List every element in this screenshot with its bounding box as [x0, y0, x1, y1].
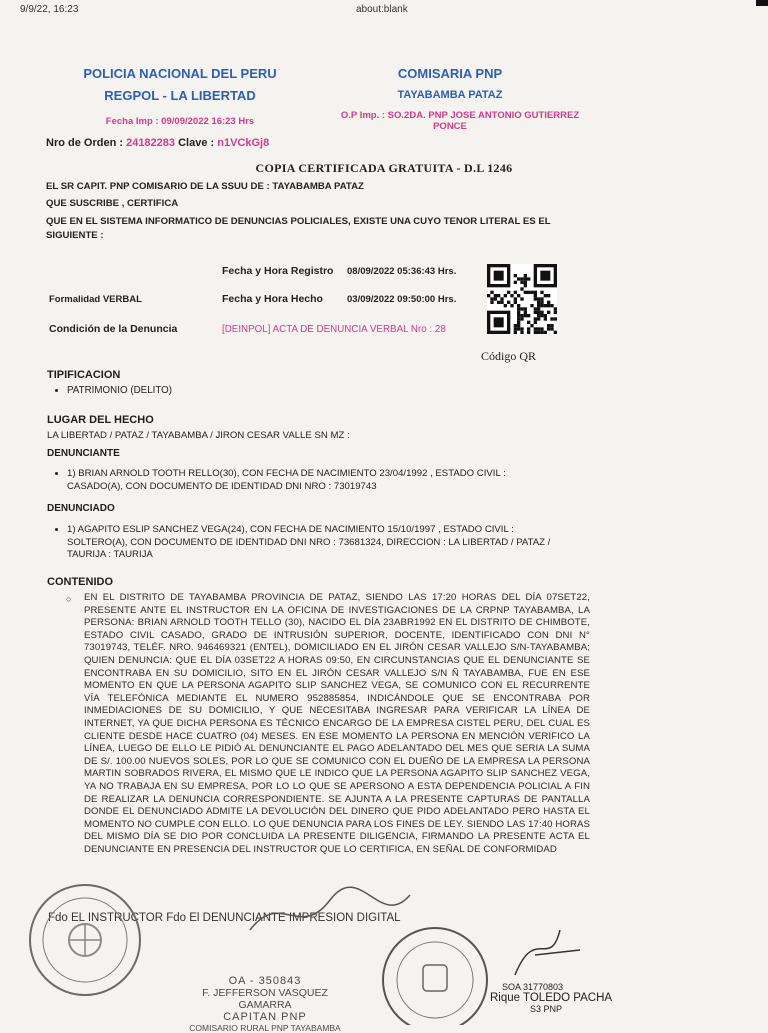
- police-seal-left: [10, 880, 160, 1010]
- contenido-text: EN EL DISTRITO DE TAYABAMBA PROVINCIA DE PATAZ, SIENDO LAS 17:20 HORAS DEL DÍA 07SET22, PRESENTE ANTE EL INSTRUCTOR EN LA OFICINA DE INVESTIGACIONES DE LA CRPNP TAYABAMBA, LA PERSONA: BRIAN ARNOLD TOOTH TELLO (30), NACIDO EL DÍA 23ABR1992 EN EL DISTRITO DE CHIMBOTE, ESTADO CIVIL CASADO, GRADO DE INTRUSIÓN SUPERIOR, DOCENTE, IDENTIFICADO CON DNI N° 73019743, TELÉF. NRO. 946469321 (ENTEL), DOMICILIADO EN EL JIRÓN CESAR VALLEJO S/N-TAYABAMBA; QUIEN DENUNCIA: QUE EL DÍA 03SET22 A HORAS 09:50, EN CIRCUNSTANCIAS QUE EL DENUNCIANTE SE ENCONTRABA EN SU DOMICILIO, SITO EN EL JIRÓN CESAR VALLEJO S/N Ñ TAYABAMBA, FUE EN ESE MOMENTO EN QUE LA PERSONA AGAPITO SLIP SANCHEZ VEGA, SE COMUNICO CON EL RECURRENTE VÍA TELEFÓNICA MEDIANTE EL NUMERO 952885854, INDICÁNDOLE QUE SE ENCONTRABA POR INMEDIACIONES DE SU DOMICILIO, Y QUE NECESITABA INGRESAR PARA VERIFICAR LA LÍNEA DE INTERNET, YA QUE DICHA PERSONA ES TÉCNICO ENCARGO DE LA EMPRESA CISTEL PERU, DEL CUAL ES CLIENTE DESDE HACE CUATRO (04) MESES. EN ESE MOMENTO LA PERSONA EN MENCIÓN VERIFICO LA LÍNEA, LUEGO DE ELLO LE PIDIÓ AL DENUNCIANTE EL PAGO ADELANTADO DEL MES QUE SERIA LA SUMA DE S/. 100.00 NUEVOS SOLES, POR LO QUE SE COMUNICO CON EL DUEÑO DE LA EMPRESA LA PERSONA MARTIN SOBRADOS RIVERA, EL MISMO QUE LE INDICO QUE LA PERSONA AGAPITO SLIP SANCHEZ VEGA, YA NO TRABAJA EN SU EMPRESA, POR LO LO QUE SE APERSONO A ESTA DEPENDENCIA POLICIAL A FIN DE REALIZAR LA DENUNCIA CORRESPONDIENTE. SE AJUNTA A LA PRESENTE CAPTURAS DE PANTALLA DONDE EL DENUNCIADO ADMITE LA DEVOLUCIÓN DEL DINERO QUE PIDO ADELANTADO PERO HASTA EL MOMENTO NO CUMPLE CON ELLO. LO QUE DENUNCIA PARA LOS FINES DE LEY. SIENDO LAS 17:40 HORAS DEL MISMO DÍA SE DIO POR CONCLUIDA LA PRESENTE DILIGENCIA, FIRMANDO LA PRESENTE ACTA EL DENUNCIANTE EN PRESENCIA DEL INSTRUCTOR QUE LO CERTIFICA, EN SEÑAL DE CONFORMIDAD: [84, 592, 590, 855]
- stamp-right-line-1: SOA 31770803: [502, 982, 564, 992]
- stamp-right-line-3: S3 PNP: [530, 1004, 563, 1014]
- qr-code-graphic: [487, 264, 557, 334]
- signatures-line: Fdo EL INSTRUCTOR Fdo El DENUNCIANTE IMPRESION DIGITAL: [48, 912, 401, 924]
- registro-value: 08/09/2022 05:36:43 Hrs.: [347, 266, 457, 277]
- denunciado-line-3: TAURIJA : TAURIJA: [67, 549, 153, 560]
- clave-label: Clave :: [178, 137, 215, 149]
- printed-by-2: PONCE: [433, 121, 467, 132]
- qr-code: [487, 264, 557, 334]
- order-label: Nro de Orden :: [46, 137, 124, 149]
- registro-label: Fecha y Hora Registro: [222, 265, 334, 277]
- seal-right-graphic: [375, 925, 495, 1025]
- denunciado-item: [67, 524, 647, 562]
- region-title: REGPOL - LA LIBERTAD: [104, 88, 256, 103]
- header-left: [60, 66, 300, 127]
- intro-block: [46, 180, 586, 243]
- station-sub: TAYABAMBA PATAZ: [397, 89, 503, 101]
- order-line: [46, 137, 269, 149]
- qr-caption: Código QR: [481, 349, 537, 363]
- denunciante-line-1: 1) BRIAN ARNOLD TOOTH RELLO(30), CON FECHA DE NACIMIENTO 23/04/1992 , ESTADO CIVIL :: [67, 468, 506, 479]
- intro-line-1: EL SR CAPIT. PNP COMISARIO DE LA SSUU DE : TAYABAMBA PATAZ: [46, 181, 364, 192]
- seal-left-graphic: [10, 880, 160, 1010]
- stamp-left-line-1: OA - 350843: [228, 975, 302, 987]
- hecho-value: 03/09/2022 09:50:00 Hrs.: [347, 294, 457, 305]
- stamp-left-line-3: CAPITAN PNP: [223, 1011, 307, 1023]
- denunciado-line-1: 1) AGAPITO ESLIP SANCHEZ VEGA(24), CON FECHA DE NACIMIENTO 15/10/1997 , ESTADO CIVIL :: [67, 524, 514, 535]
- tipificacion-item: • PATRIMONIO (DELITO): [67, 385, 172, 396]
- print-datetime: 9/9/22, 16:23: [20, 4, 79, 15]
- condicion-label: Condición de la Denuncia: [49, 323, 178, 335]
- print-date: Fecha Imp : 09/09/2022 16:23 Hrs: [105, 116, 255, 127]
- contenido-bullet: ○: [66, 594, 72, 604]
- denunciante-item: [67, 467, 587, 493]
- clave-value: n1VCkGj8: [217, 137, 270, 149]
- denunciado-title: DENUNCIADO: [47, 503, 115, 514]
- contenido-title: CONTENIDO: [47, 576, 113, 588]
- officer-stamp: [490, 982, 620, 1014]
- institution-title: POLICIA NACIONAL DEL PERU: [83, 66, 277, 81]
- denunciante-list: [37, 467, 587, 493]
- lugar-title: LUGAR DEL HECHO: [47, 414, 154, 426]
- signature-scribble-right: [505, 920, 585, 980]
- denunciante-line-2: CASADO(A), CON DOCUMENTO DE IDENTIDAD DNI NRO : 73019743: [67, 481, 377, 492]
- tipificacion-title: TIPIFICACION: [47, 369, 121, 381]
- printed-by-1: O.P Imp. : SO.2DA. PNP JOSE ANTONIO GUTIERREZ: [340, 110, 580, 121]
- intro-line-4: SIGUIENTE :: [46, 230, 104, 241]
- corner-mark: [756, 0, 768, 6]
- denunciado-list: [37, 524, 647, 562]
- document-title: COPIA CERTIFICADA GRATUITA - D.L 1246: [255, 161, 513, 175]
- order-number: 24182283: [126, 137, 176, 149]
- print-url: about:blank: [356, 4, 408, 15]
- stamp-right-line-2: Rique TOLEDO PACHA: [490, 992, 613, 1004]
- condicion-value: [DEINPOL] ACTA DE DENUNCIA VERBAL Nro : 28: [222, 324, 446, 335]
- instructor-stamp: [175, 975, 355, 1033]
- formalidad: Formalidad VERBAL: [49, 294, 142, 305]
- police-seal-right: [375, 925, 495, 1025]
- lugar-value: LA LIBERTAD / PATAZ / TAYABAMBA / JIRON CESAR VALLE SN MZ :: [47, 430, 350, 441]
- stamp-left-line-4: COMISARIO RURAL PNP TAYABAMBA: [189, 1023, 341, 1033]
- hecho-label: Fecha y Hora Hecho: [222, 293, 323, 305]
- tipificacion-list: [37, 385, 172, 396]
- station-title: COMISARIA PNP: [397, 66, 503, 81]
- stamp-left-line-2: F. JEFFERSON VASQUEZ GAMARRA: [202, 987, 328, 1011]
- header-right: [300, 66, 600, 132]
- denunciante-title: DENUNCIANTE: [47, 448, 120, 459]
- intro-line-2: QUE SUSCRIBE , CERTIFICA: [46, 198, 179, 209]
- intro-line-3: QUE EN EL SISTEMA INFORMATICO DE DENUNCIAS POLICIALES, EXISTE UNA CUYO TENOR LITERAL ES EL: [46, 216, 551, 227]
- denunciado-line-2: SOLTERO(A), CON DOCUMENTO DE IDENTIDAD DNI NRO : 73681324, DIRECCION : LA LIBERTAD / PATAZ /: [67, 536, 551, 548]
